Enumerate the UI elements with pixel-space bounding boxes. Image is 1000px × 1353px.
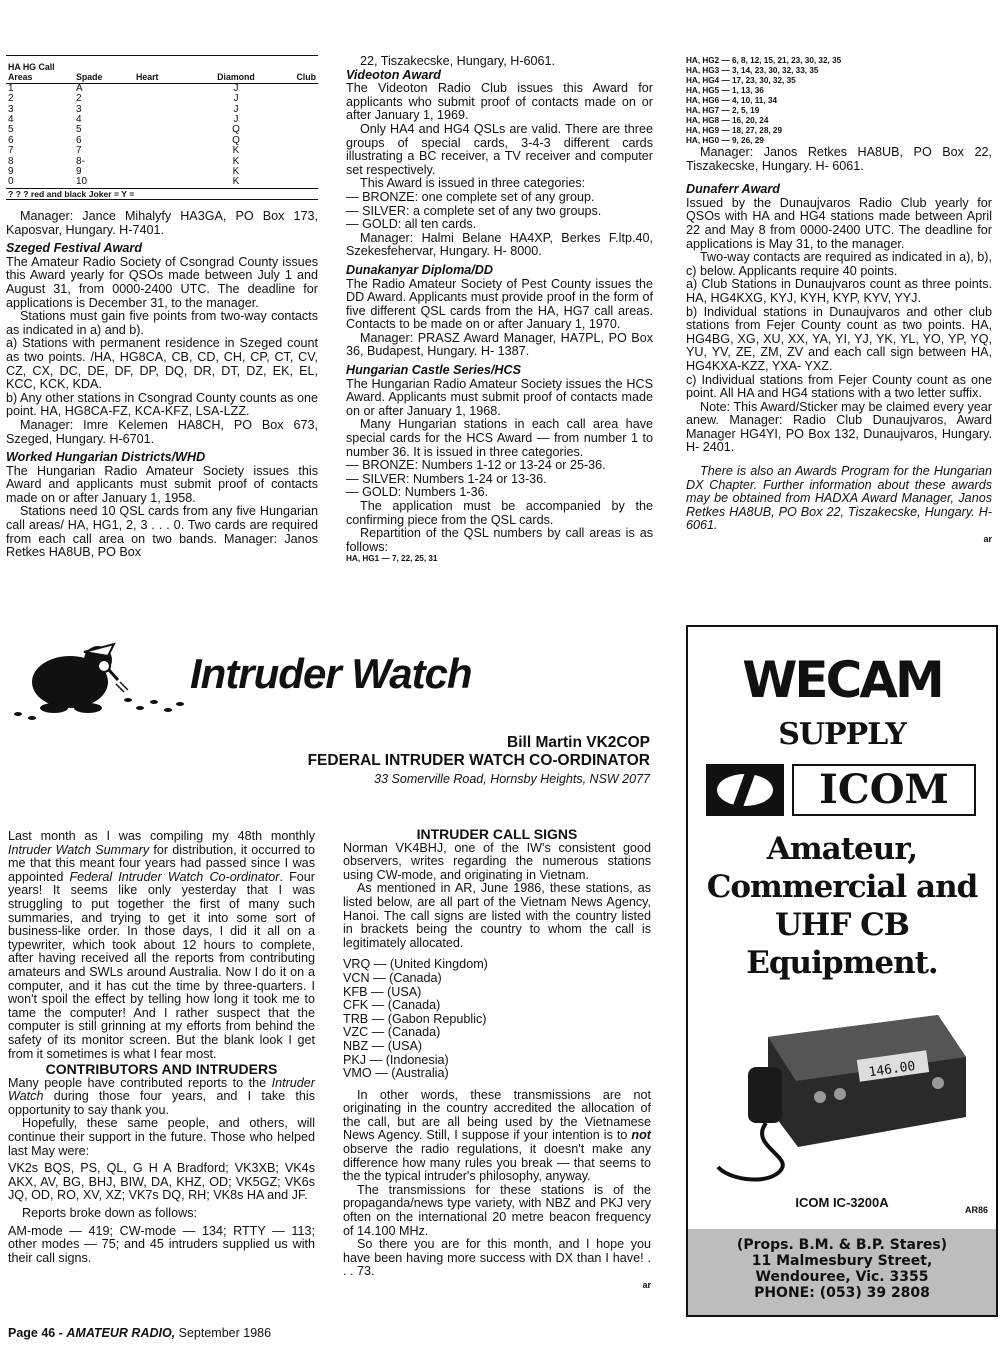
paragraph: 22, Tiszakecske, Hungary, H-6061.: [360, 54, 556, 68]
table-cell: [134, 115, 194, 125]
column-1: [6, 210, 318, 560]
icom-brand: ICOM: [792, 764, 976, 816]
table-row: [6, 115, 318, 125]
call-sign-item: VMO — (Australia): [343, 1066, 449, 1081]
table-cell: 8: [8, 155, 14, 167]
call-sign-item: KFB — (USA): [343, 984, 422, 999]
table-cell: [134, 177, 194, 188]
list-item: HA, HG7 — 2, 5, 19: [686, 106, 760, 115]
paragraph: Two-way contacts are required as indicated in a), b), c) below. Applicants require 40 points.: [686, 250, 992, 278]
paragraph: Note: This Award/Sticker may be claimed every year anew. Manager: Radio Club Dunaujvaros, Award Manager HG4YI, PO Box 132, Dunaujvaros, Hungary. H- 2401.: [686, 399, 992, 455]
paragraph: Issued by the Dunaujvaros Radio Club yearly for QSOs with HA and HG4 stations made between April 22 and May 8 from 0000-2400 UTC. The deadline for applications is May 31, to the manager.: [686, 195, 992, 251]
paragraph: The Radio Amateur Society of Pest County issues the DD Award. Applicants must provide proof in the form of five different QSL cards from the HA, HG7 call areas. Contacts to be made on or after January 1, 1970.: [346, 276, 653, 332]
list-item: — GOLD: all ten cards.: [346, 217, 477, 232]
paragraph: Stations need 10 QSL cards from any five Hungarian call areas/ HA, HG1, 2, 3 . . . 0. Two cards are required from each call area on two bands. Manager: Janos Retkes HA8UB, PO Box: [6, 504, 318, 560]
author-name: Bill Martin VK2COP: [507, 734, 650, 751]
ad-supply: SUPPLY: [778, 717, 906, 752]
table-cell: 7: [76, 145, 82, 157]
table-row: [6, 177, 318, 188]
table-cell: [278, 136, 318, 146]
table-cell: 3: [76, 103, 82, 115]
paragraph: The Hungarian Radio Amateur Society issues this Award and applicants must submit proof of contacts made on or after January 1, 1958.: [6, 463, 318, 505]
list-item: HA, HG2 — 6, 8, 12, 15, 21, 23, 30, 32, 35: [686, 56, 842, 65]
table-cell: 5: [76, 124, 82, 136]
list-item: — BRONZE: Numbers 1-12 or 13-24 or 25-36.: [346, 458, 606, 473]
paragraph: Repartition of the QSL numbers by call areas is as follows:: [346, 526, 653, 554]
table-cell: A: [76, 82, 83, 94]
byline: [308, 734, 650, 788]
table-row: [6, 83, 318, 94]
table-cell: J: [233, 103, 239, 115]
table-header: Club: [278, 62, 318, 83]
call-sign-item: PKJ — (Indonesia): [343, 1052, 449, 1067]
icom-mark-icon: [706, 764, 784, 816]
table-cell: 2: [76, 93, 82, 105]
detective-mascot-icon: [8, 632, 188, 722]
table-row: [6, 167, 318, 177]
qsl-number-list: [686, 56, 992, 146]
section-heading: Hungarian Castle Series/HCS: [346, 363, 521, 378]
table-cell: [278, 94, 318, 104]
list-item: HA, HG1 — 7, 22, 25, 31: [346, 554, 438, 564]
paragraph: Manager: Janos Retkes HA8UB, PO Box 22, Tiszakecske, Hungary. H- 6061.: [686, 145, 992, 173]
paragraph: VK2s BQS, PS, QL, G H A Bradford; VK3XB; VK4s AKX, AV, BG, BHJ, BIW, DA, KHZ, OD; VK5GZ; VK6s JQ, OD, RO, XV, XZ; VK7s DQ, RH; VK8s HA and JF.: [8, 1161, 315, 1203]
table-cell: K: [232, 145, 240, 157]
list-item: HA, HG4 — 17, 23, 30, 32, 35: [686, 76, 796, 85]
svg-text:146.00: 146.00: [867, 1058, 917, 1081]
ad-logo: WECAM: [742, 651, 942, 709]
table-cell: [134, 125, 194, 135]
call-sign-item: CFK — (Canada): [343, 998, 441, 1013]
product-caption: ICOM IC-3200A: [795, 1195, 889, 1210]
call-sign-item: TRB — (Gabon Republic): [343, 1011, 487, 1026]
table-cell: 8-: [76, 155, 85, 167]
column-3: [686, 56, 992, 547]
paragraph: So there you are for this month, and I hope you have been having more success with DX than I have! . . . 73.: [343, 1237, 651, 1279]
table-row: [6, 105, 318, 115]
table-header: Diamond: [194, 62, 278, 83]
author-address: 33 Somerville Road, Hornsby Heights, NSW 2077: [374, 772, 650, 786]
table-cell: [278, 157, 318, 167]
end-mark: ar: [983, 534, 992, 545]
call-sign-item: NBZ — (USA): [343, 1038, 423, 1053]
table-header: Heart: [134, 62, 194, 83]
call-sign-item: VZC — (Canada): [343, 1025, 441, 1040]
paragraph: Many people have contributed reports to the Intruder Watch during those four years, and I take this opportunity to say thank you.: [8, 1075, 315, 1117]
paragraph: b) Individual stations in Dunaujvaros and other club stations from Fejer County count as two points. HA, HG4BG, XG, XU, XX, YA, YI, YJ, YK, YL, YO, YP, YQ, YU, YV, ZE, ZM, ZV and each call sign between HA, HG4KXA-KZZ, YXA- YXZ.: [686, 304, 992, 373]
table-cell: 0: [8, 176, 14, 188]
paragraph: Norman VK4BHJ, one of the IW's consistent good observers, writes regarding the numerous stations using CW-mode, and originating in Vietnam.: [343, 840, 651, 882]
table-cell: 1: [8, 82, 14, 94]
list-item: HA, HG5 — 1, 13, 36: [686, 86, 764, 95]
table-cell: K: [232, 166, 240, 178]
table-cell: [278, 177, 318, 188]
list-item: — SILVER: Numbers 1-24 or 13-36.: [346, 471, 547, 486]
list-item: — BRONZE: one complete set of any group.: [346, 189, 595, 204]
paragraph: AM-mode — 419; CW-mode — 134; RTTY — 113; other modes — 75; and 45 intruders supplied us with their call signs.: [8, 1223, 315, 1265]
table-cell: [134, 146, 194, 156]
paragraph: c) Individual stations from Fejer County count as one point. All HA and HG4 stations with a two letter suffix.: [686, 372, 992, 401]
table-cell: J: [233, 114, 239, 126]
paragraph: Manager: PRASZ Award Manager, HA7PL, PO Box 36, Budapest, Hungary. H- 1387.: [346, 330, 653, 359]
paragraph: The application must be accompanied by the confirming piece from the QSL cards.: [346, 499, 653, 527]
table-cell: 10: [76, 176, 88, 188]
section-heading: Dunaferr Award: [686, 182, 781, 197]
paragraph: The transmissions for these stations is of the propaganda/news type variety, with NBZ and PKJ very often on the international 20 metre beacon frequency of 14.100 MHz.: [343, 1182, 651, 1238]
table-cell: 3: [8, 103, 14, 115]
table-row: [6, 146, 318, 156]
page-footer: Page 46 - AMATEUR RADIO, September 1986: [8, 1326, 272, 1340]
paragraph: There is also an Awards Program for the Hungarian DX Chapter. Further information about these awards may be obtained from HADXA Award Manager, Janos Retkes HA8UB, PO Box 22, Tiszakecske, Hungary. H-6061.: [686, 464, 992, 533]
call-sign-item: VCN — (Canada): [343, 970, 442, 985]
section-heading: INTRUDER CALL SIGNS: [416, 826, 578, 842]
section-heading: Videoton Award: [346, 67, 441, 82]
call-sign-list: [343, 958, 651, 1080]
table-cell: Q: [232, 124, 240, 136]
end-mark: ar: [642, 1280, 651, 1290]
paragraph: Many Hungarian stations in each call area have special cards for the HCS Award — from number 1 to number 36. It is issued in three categories.: [346, 417, 653, 459]
table-cell: J: [233, 82, 239, 94]
paragraph: Manager: Jance Mihalyfy HA3GA, PO Box 173, Kaposvar, Hungary. H-7401.: [6, 209, 318, 237]
call-area-table: [6, 62, 318, 200]
paragraph: a) Club Stations in Dunaujvaros count as three points. HA, HG4KXG, KYJ, KYH, KYP, KYV, YYJ.: [686, 277, 992, 305]
intruder-column-1: [8, 830, 315, 1265]
list-item: HA, HG3 — 3, 14, 23, 30, 32, 33, 35: [686, 66, 819, 75]
list-item: — GOLD: Numbers 1-36.: [346, 485, 489, 500]
table-row: [6, 94, 318, 104]
table-cell: 9: [8, 166, 14, 178]
table-footnote: ? ? ? red and black Joker = Y =: [6, 188, 318, 199]
table-cell: 6: [8, 134, 14, 146]
table-cell: [134, 105, 194, 115]
list-item: — SILVER: a complete set of any two groups.: [346, 203, 602, 218]
table-cell: 4: [76, 114, 82, 126]
table-cell: Q: [232, 134, 240, 146]
table-cell: 2: [8, 93, 14, 105]
table-row: [6, 157, 318, 167]
paragraph: Hopefully, these same people, and others, will continue their support in the future. Those who helped last May were:: [8, 1116, 315, 1158]
paragraph: As mentioned in AR, June 1986, these stations, as listed below, are all part of the Vietnam News Agency, Hanoi. The call signs are listed with the country listed in brackets being the country to whom the call is legitimately allocated.: [343, 881, 651, 950]
table-cell: 4: [8, 114, 14, 126]
list-item: HA, HG6 — 4, 10, 11, 34: [686, 96, 778, 105]
table-cell: [278, 115, 318, 125]
table-cell: 6: [76, 134, 82, 146]
radio-transceiver-icon: [708, 997, 978, 1187]
ad-address: (Props. B.M. & B.P. Stares) 11 Malmesbury Street, Wendouree, Vic. 3355 PHONE: (053) 39 2808: [688, 1229, 996, 1315]
table-cell: [134, 157, 194, 167]
table-row: [6, 125, 318, 135]
paragraph: a) Stations with permanent residence in Szeged count as two points. /HA, HG8CA, CB, CD, CH, CP, CT, CV, CZ, CX, DC, DE, DF, DP, DQ, DR, DT, DZ, EK, EL, KCC, KCK, KDA.: [6, 336, 318, 392]
table-row: [6, 136, 318, 146]
table-cell: [278, 83, 318, 94]
paragraph: This Award is issued in three categories:: [360, 176, 586, 191]
table-cell: 7: [8, 145, 14, 157]
table-header: HA HG Call Areas: [6, 62, 74, 83]
ad-code: AR86: [964, 1205, 988, 1215]
section-heading: Worked Hungarian Districts/WHD: [6, 450, 206, 465]
table-cell: 9: [76, 166, 82, 178]
list-item: HA, HG9 — 18, 27, 28, 29: [686, 126, 783, 135]
list-item: HA, HG8 — 16, 20, 24: [686, 116, 769, 125]
table-cell: [134, 83, 194, 94]
paragraph: In other words, these transmissions are not originating in the country accredited the allocation of the call, but are all being used by the Vietnamese News Agency. Still, I suppose if your intention is to not observe the radio regulations, it doesn't make any difference how many rules you break — that seems to the the typical intruder's philosophy, anyway.: [343, 1087, 651, 1184]
paragraph: b) Any other stations in Csongrad County counts as one point. HA, HG8CA-FZ, KCA-KFZ, LSA-LZZ.: [6, 390, 318, 419]
section-heading: Szeged Festival Award: [6, 241, 143, 256]
advertisement: [686, 625, 998, 1317]
section-title: Intruder Watch: [190, 650, 472, 697]
column-2: [346, 55, 653, 564]
paragraph: Stations must gain five points from two-way contacts as indicated in a) and b).: [6, 309, 318, 337]
table-cell: [134, 167, 194, 177]
table-cell: [134, 94, 194, 104]
table-cell: [278, 167, 318, 177]
ad-headline: Amateur, Commercial and UHF CB Equipment.: [706, 831, 978, 981]
icom-logo: [706, 764, 976, 818]
intruder-column-2: [343, 828, 651, 1293]
table-cell: [278, 146, 318, 156]
table-cell: J: [233, 93, 239, 105]
table-cell: 5: [8, 124, 14, 136]
author-role: FEDERAL INTRUDER WATCH CO-ORDINATOR: [307, 752, 650, 769]
paragraph: Reports broke down as follows:: [22, 1206, 197, 1221]
table-header: Spade: [74, 62, 134, 83]
paragraph: Last month as I was compiling my 48th monthly Intruder Watch Summary for distribution, it occurred to me that this meant four years had passed since I was appointed Federal Intruder Watch Co-ordinator. Four years! It seems like only yesterday that I was struggling to put together the first of many such summaries, and trying to get it into some sort of business-like order. In those days, I did it all on a typewriter, which took about 12 hours to complete, after having received all the reports from contributing amateurs and SWLs around Australia. Now I do it on a computer, and it has cut the time by three-quarters. I won't spoil the effect by telling how long it took me to tame the computer! And I rather suspect that the computer is still grinning at my efforts from behind the safety of its monitor screen. But the blank look I get from it sometimes is what I fear most.: [8, 829, 316, 1061]
table-cell: [278, 105, 318, 115]
list-item: HA, HG0 — 9, 26, 29: [686, 136, 764, 145]
paragraph: The Amateur Radio Society of Csongrad County issues this Award yearly for QSOs made between July 1 and August 31, from 0000-2400 UTC. The deadline for applications is December 31, to the manager.: [6, 254, 318, 310]
paragraph: The Hungarian Radio Amateur Society issues the HCS Award. Applicants must submit proof of contacts made on or after January 1, 1968.: [346, 376, 653, 418]
paragraph: The Videoton Radio Club issues this Award for applicants who submit proof of contacts made on or after January 1, 1969.: [346, 81, 653, 123]
section-heading: CONTRIBUTORS AND INTRUDERS: [45, 1061, 278, 1078]
section-heading: Dunakanyar Diploma/DD: [346, 262, 493, 277]
table-cell: K: [232, 155, 240, 167]
table-cell: [134, 136, 194, 146]
paragraph: Manager: Imre Kelemen HA8CH, PO Box 673, Szeged, Hungary. H-6701.: [6, 417, 318, 446]
table-cell: K: [232, 176, 240, 188]
table-cell: [278, 125, 318, 135]
table-top-rule: [6, 55, 318, 56]
paragraph: Only HA4 and HG4 QSLs are valid. There are three groups of special cards, 3-4-3 different cards illustrating a BC receiver, a TV receiver and computer set respectively.: [346, 121, 653, 177]
paragraph: Manager: Halmi Belane HA4XP, Berkes F.ltp.40, Szekesfehervar, Hungary. H- 8000.: [346, 230, 653, 259]
call-sign-item: VRQ — (United Kingdom): [343, 957, 488, 972]
